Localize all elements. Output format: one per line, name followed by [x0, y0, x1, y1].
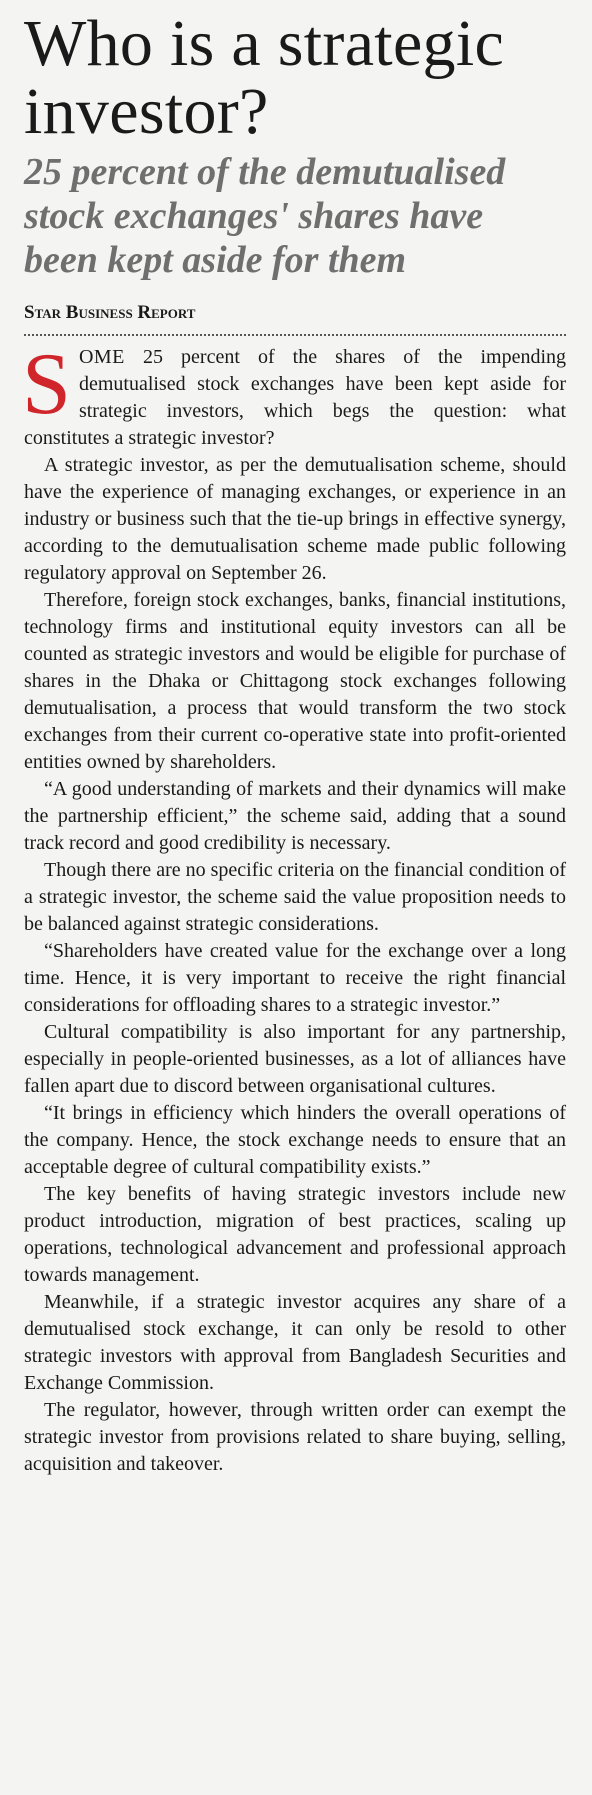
body-paragraph-8: The key benefits of having strategic investors include new product introduction, migration of best practices, scaling up operations, technological advancement and professional approach towards management.: [24, 1183, 566, 1286]
body-paragraph-7: “It brings in efficiency which hinders the overall operations of the company. Hence, the stock exchange needs to ensure that an acceptable degree of cultural compatibility exists.”: [24, 1102, 566, 1178]
dotted-divider: [24, 334, 566, 336]
body-paragraph-9: Meanwhile, if a strategic investor acquires any share of a demutualised stock exchange, it can only be resold to other strategic investors with approval from Bangladesh Securities and Exchange Commission.: [24, 1291, 566, 1394]
article-body: [22, 336, 567, 1478]
lead-paragraph: [22, 336, 566, 452]
body-paragraph-4: Though there are no specific criteria on the financial condition of a strategic investor, the scheme said the value proposition needs to be balanced against strategic considerations.: [24, 859, 567, 935]
body-paragraph-3: “A good understanding of markets and their dynamics will make the partnership efficient,” the scheme said, adding that a sound track record and good credibility is necessary.: [24, 778, 566, 854]
lead-caps: OME: [78, 346, 125, 368]
subheadline: 25 percent of the demutualised stock exchanges' shares have been kept aside for them: [24, 151, 506, 281]
lead-paragraph-text: 25 percent of the shares of the impending demutualised stock exchanges have been kept aside for strategic investors, which begs the question: what constitutes a strategic investor?: [24, 346, 566, 449]
body-paragraph-2: Therefore, foreign stock exchanges, banks, financial institutions, technology firms and institutional equity investors can all be counted as strategic investors and would be eligible for purchase of shares in the Dhaka or Chittagong stock exchanges following demutualisation, a process that would transform the two stock exchanges from their current co-operative state into profit-oriented entities owned by shareholders.: [24, 589, 566, 773]
byline: Star Business Report: [24, 302, 196, 323]
headline: Who is a strategic investor?: [24, 7, 505, 148]
drop-cap-letter: S: [22, 336, 71, 433]
body-paragraph-5: “Shareholders have created value for the exchange over a long time. Hence, it is very important to receive the right financial considerations for offloading shares to a strategic investor.”: [24, 940, 566, 1016]
body-paragraph-1: A strategic investor, as per the demutualisation scheme, should have the experience of managing exchanges, or experience in an industry or business such that the tie-up brings in effective synergy, according to the demutualisation scheme made public following regulatory approval on September 26.: [24, 454, 566, 584]
body-paragraph-6: Cultural compatibility is also important for any partnership, especially in people-oriented businesses, as a lot of alliances have fallen apart due to discord between organisational cultures.: [24, 1021, 566, 1097]
body-paragraph-10: The regulator, however, through written order can exempt the strategic investor from provisions related to share buying, selling, acquisition and takeover.: [24, 1399, 566, 1475]
